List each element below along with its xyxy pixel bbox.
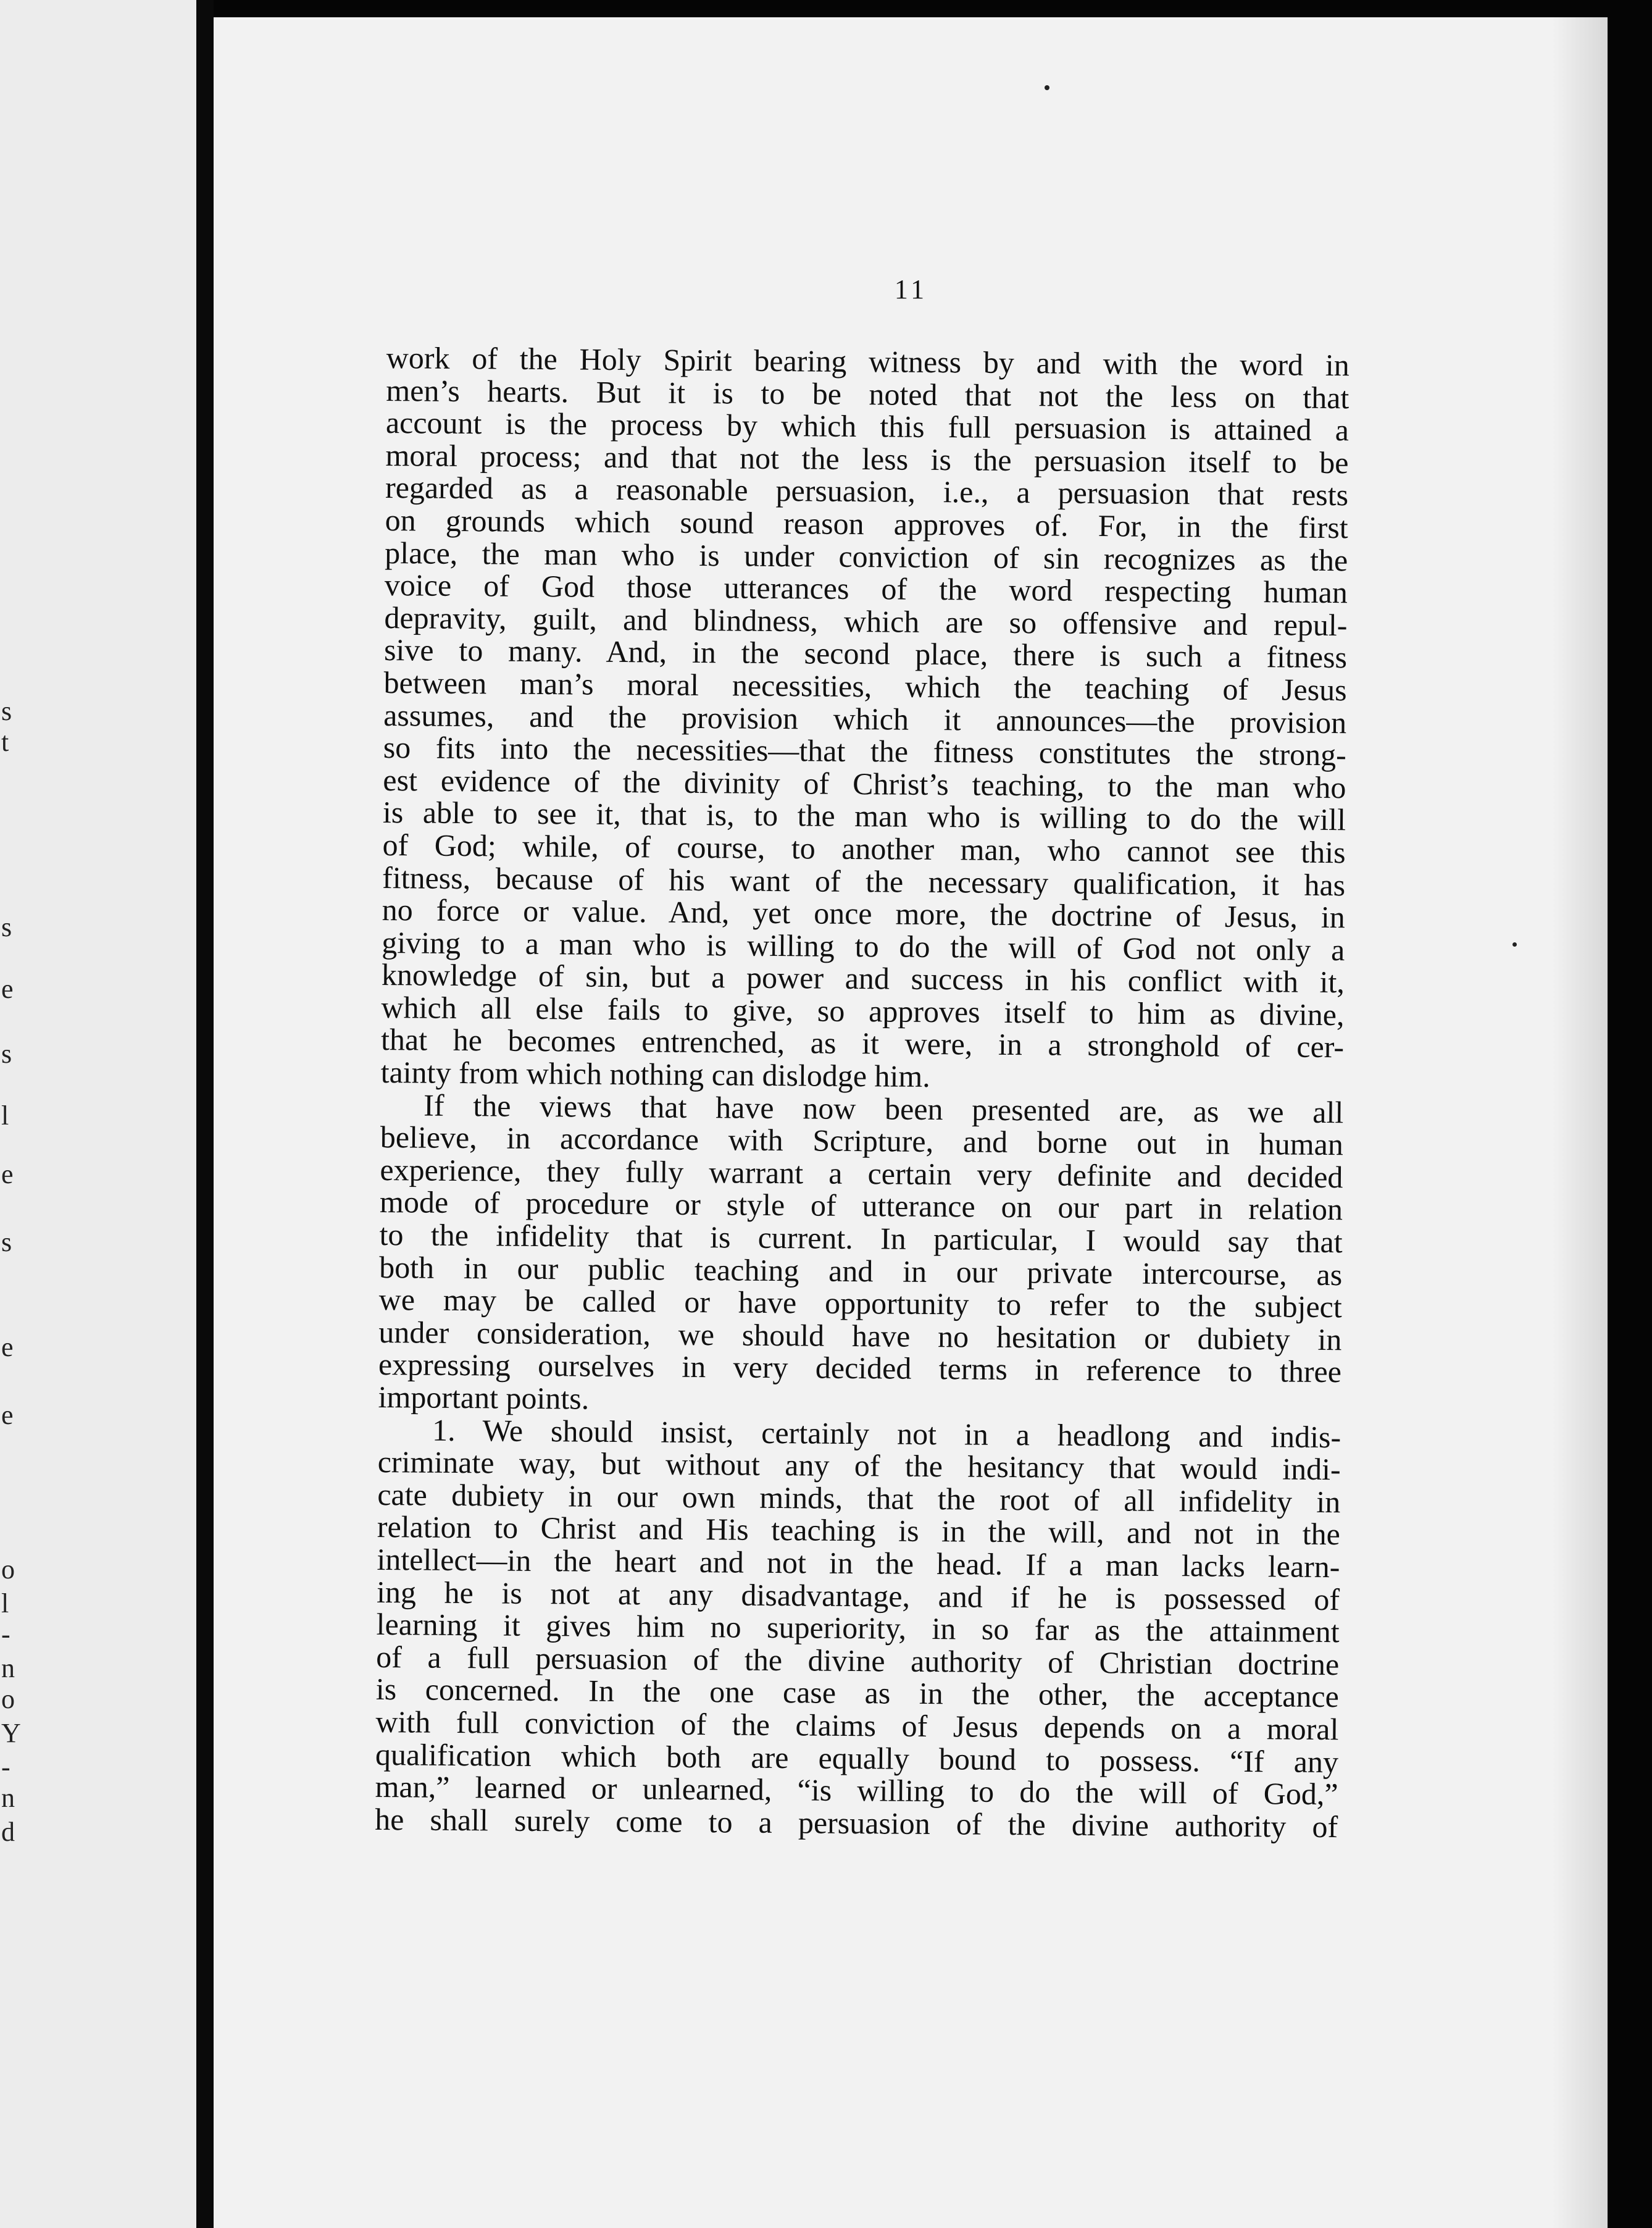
text-line: fitness, because of his want of the necessary qualification, it has: [382, 860, 1346, 902]
text-line: ing he is not at any disadvantage, and if he is possessed of: [376, 1574, 1340, 1617]
text-line: that he becomes entrenched, as it were, in a stronghold of cer-: [380, 1022, 1345, 1065]
text-line: men’s hearts. But it is to be noted that not the less on that: [386, 372, 1350, 415]
text-line: between man’s moral necessities, which the teaching of Jesus: [383, 664, 1347, 708]
text-line: intellect—in the heart and not in the head. If a man lacks learn-: [377, 1541, 1340, 1585]
left-edge-mark: -: [1, 1752, 10, 1782]
left-edge-mark: Y: [1, 1718, 21, 1748]
text-line: voice of God those utterances of the word respecting human: [384, 567, 1348, 610]
text-line: place, the man who is under conviction of sin recognizes as the: [385, 535, 1348, 577]
text-line: expressing ourselves in very decided terms in reference to three: [378, 1347, 1342, 1389]
left-edge-mark: o: [1, 1554, 15, 1585]
scan-speck: [1045, 85, 1049, 90]
left-edge-mark: e: [1, 974, 14, 1004]
text-line: no force or value. And, yet once more, the doctrine of Jesus, in: [382, 892, 1345, 935]
text-line: If the views that have now been presented are, as we all: [423, 1087, 1344, 1129]
left-edge-mark: s: [1, 1227, 12, 1257]
scan-speck: [1512, 942, 1517, 947]
text-line: knowledge of sin, but a power and success in his conflict with it,: [381, 957, 1345, 1000]
text-line: account is the process by which this full persuasion is attained a: [385, 405, 1350, 448]
text-line: believe, in accordance with Scripture, and borne out in human: [380, 1120, 1344, 1162]
page-number: 11: [894, 274, 928, 304]
left-edge-mark: -: [1, 1619, 10, 1649]
text-line: to the infidelity that is current. In particular, I would say that: [379, 1217, 1343, 1260]
text-line: work of the Holy Spirit bearing witness by and with the word in: [386, 340, 1350, 383]
left-edge-mark: o: [1, 1684, 15, 1714]
text-line: we may be called or have opportunity to refer to the subject: [378, 1282, 1342, 1325]
book-gutter: [196, 0, 214, 2228]
text-line: giving to a man who is willing to do the will of God not only a: [382, 924, 1345, 967]
left-edge-mark: s: [1, 696, 12, 726]
text-line: he shall surely come to a persuasion of the divine authority of: [374, 1801, 1338, 1844]
text-line: mode of procedure or style of utterance on our part in relation: [379, 1184, 1343, 1227]
left-edge-mark: s: [1, 912, 12, 942]
text-line: experience, they fully warrant a certain very definite and decided: [380, 1152, 1343, 1195]
text-line: of a full persuasion of the divine authority of Christian doctrine: [376, 1639, 1340, 1681]
text-line: depravity, guilt, and blindness, which are so offensive and repul-: [384, 600, 1348, 642]
left-edge-mark: t: [1, 727, 9, 757]
text-line: relation to Christ and His teaching is in the will, and not in the: [377, 1509, 1341, 1552]
text-line: regarded as a reasonable persuasion, i.e., a persuasion that rests: [385, 470, 1349, 513]
text-line: is concerned. In the one case as in the other, the acceptance: [375, 1672, 1340, 1714]
left-edge-mark: d: [1, 1817, 15, 1847]
left-edge-mark: e: [1, 1159, 14, 1189]
text-line: learning it gives him no superiority, in so far as the attainment: [376, 1607, 1340, 1649]
text-line: tainty from which nothing can dislodge him.: [380, 1055, 931, 1094]
text-line: is able to see it, that is, to the man who is willing to do the will: [382, 795, 1346, 837]
text-line: man,” learned or unlearned, “is willing to do the will of God,”: [375, 1769, 1338, 1812]
text-line: qualification which both are equally bound to possess. “If any: [375, 1736, 1339, 1779]
left-edge-mark: l: [1, 1100, 9, 1131]
left-edge-mark: e: [1, 1332, 14, 1362]
text-line: of God; while, of course, to another man, who cannot see this: [382, 827, 1346, 870]
left-edge-mark: s: [1, 1039, 12, 1069]
text-line: 1. We should insist, certainly not in a headlong and indis-: [432, 1412, 1341, 1454]
right-page: [214, 17, 1608, 2228]
text-line: so fits into the necessities—that the fitness constitutes the strong-: [383, 730, 1347, 773]
body-text: [375, 341, 1350, 1843]
text-line: cate dubiety in our own minds, that the root of all infidelity in: [377, 1476, 1341, 1519]
text-line: under consideration, we should have no hesitation or dubiety in: [378, 1314, 1342, 1357]
left-edge-mark: e: [1, 1400, 14, 1430]
text-line: sive to many. And, in the second place, there is such a fitness: [383, 632, 1348, 675]
text-line: criminate way, but without any of the hesitancy that would indi-: [377, 1444, 1341, 1487]
text-line: assumes, and the provision which it announces—the provision: [383, 697, 1347, 740]
text-line: moral process; and that not the less is the persuasion itself to be: [385, 437, 1349, 480]
page-curl-shadow: [1552, 17, 1608, 2228]
text-line: both in our public teaching and in our private intercourse, as: [379, 1249, 1343, 1292]
text-line: on grounds which sound reason approves of. For, in the first: [385, 502, 1348, 545]
left-edge-mark: n: [1, 1653, 15, 1683]
text-line: which all else fails to give, so approves itself to him as divine,: [381, 989, 1345, 1032]
left-page-edge: [0, 0, 196, 2228]
text-line: with full conviction of the claims of Jesus depends on a moral: [375, 1704, 1339, 1747]
left-edge-mark: l: [1, 1588, 9, 1619]
text-line: est evidence of the divinity of Christ’s teaching, to the man who: [383, 762, 1346, 805]
left-edge-mark: n: [1, 1783, 15, 1813]
left-page-cut-off-text: [0, 0, 19, 2228]
text-line: important points.: [378, 1379, 590, 1416]
